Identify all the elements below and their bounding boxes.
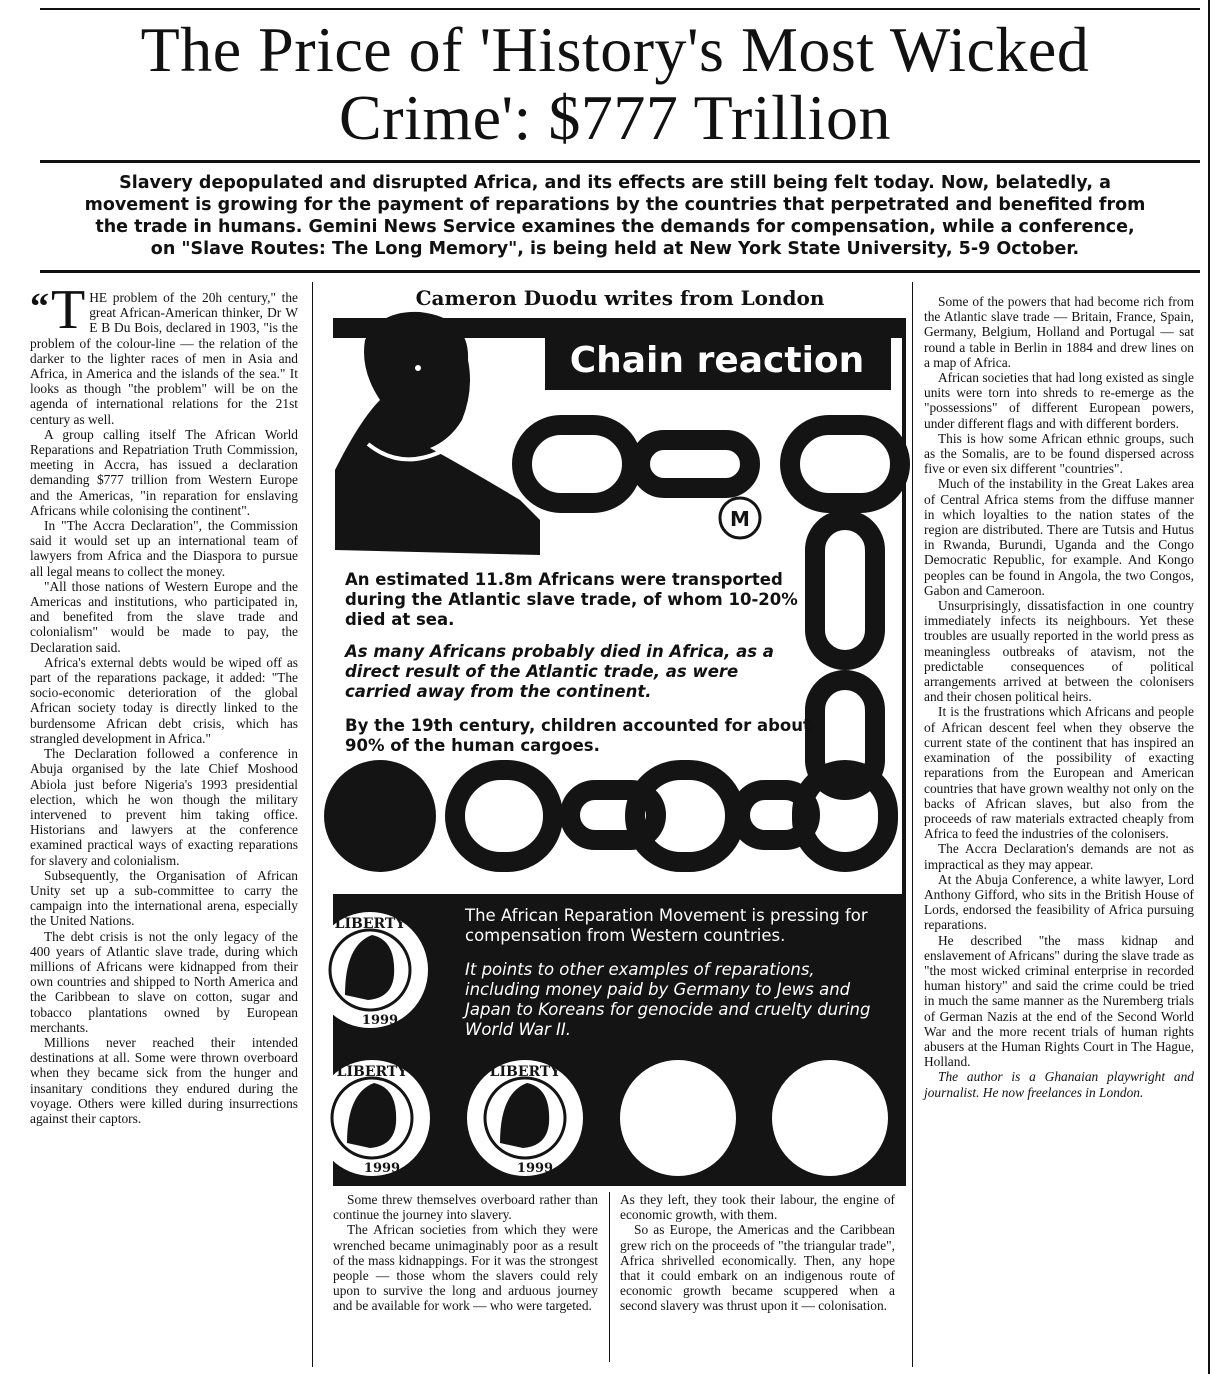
middle-column-b xyxy=(620,1192,895,1314)
paragraph: Millions never reached their intended destinations at all. Some were thrown overboard when they became sick from the hunger and insanitary conditions they endured during the voyage. Others were killed during insurrections against their captors. xyxy=(30,1034,298,1126)
coin-year: 1999 xyxy=(361,1013,399,1028)
graphic-fact-4: The African Reparation Movement is pressing for compensation from Western countries. xyxy=(465,906,868,945)
coin-liberty-2 xyxy=(314,1060,430,1176)
opening-quote: “ xyxy=(30,286,49,328)
dek-line: on "Slave Routes: The Long Memory", is being held at New York State University, 5-9 October. xyxy=(150,239,1080,259)
right-column xyxy=(924,294,1194,1100)
paragraph: Subsequently, the Organisation of African Unity set up a sub-committee to carry the campaign into the international arena, especially the United Nations. xyxy=(30,867,298,929)
chain-end-disc xyxy=(324,760,436,872)
paragraph: The African societies from which they were wrenched became unimaginably poor as a result of the mass kidnappings. For it was the strongest people — those whom the slavers could rely upon to survive the long and arduous journey and be available for work — who were targeted. xyxy=(333,1222,598,1314)
paragraph: Some threw themselves overboard rather than continue the journey into slavery. xyxy=(333,1192,598,1223)
paragraph: Unsurprisingly, dissatisfaction in one country immediately infects its neighbours. Yet these troubles are usually reported in the world press as meaningless outbreaks of atavism, not the predictable consequences of political arrangements arrived at between the colonisers and their chosen political heirs. xyxy=(924,598,1194,705)
blank-coin xyxy=(772,1060,888,1176)
paragraph: The Declaration followed a conference in Abuja organised by the late Chief Moshood Abiola just before Nigeria's 1993 presidential election, which he won though the military intervened to prevent him taking office. Historians and lawyers at the conference examined practical ways of exacting reparations for slavery and colonialism. xyxy=(30,746,298,868)
column-rule xyxy=(312,282,313,1367)
coin-year: 1999 xyxy=(363,1161,401,1176)
coin-word: LIBERTY xyxy=(336,1064,408,1080)
paragraph: Some of the powers that had become rich from the Atlantic slave trade — Britain, France, Spain, Germany, Belgium, Holland and Portugal — sat round a table in Berlin in 1884 and drew lines on a map of Africa. xyxy=(924,294,1194,370)
coin-year: 1999 xyxy=(516,1161,554,1176)
graphic-fact-1: An estimated 11.8m Africans were transported during the Atlantic slave trade, of whom 10-20% died at sea. xyxy=(345,570,798,629)
coin-liberty-3 xyxy=(467,1060,583,1176)
paragraph: Much of the instability in the Great Lakes area of Central Africa stems from the diffuse manner in which loyalties to the nation states of the region are distributed. There are Tutsis and Hutus in Rwanda, Burundi, Uganda and the Congo Democratic Republic, for example. And Kongo peoples can be found in Angola, the two Congos, Gabon and Cameroon. xyxy=(924,476,1194,598)
paragraph: The Accra Declaration's demands are not as impractical as they may appear. xyxy=(924,841,1194,872)
paragraph: He described "the mass kidnap and enslavement of Africans" during the slave trade as "the most wicked criminal enterprise in recorded human history" and said the crime could be tried in much the same manner as the Nuremberg trials of German Nazis at the end of the Second World War and the more recent trials of human rights abusers at the Human Rights Court in The Hague, Holland. xyxy=(924,932,1194,1070)
graphic-fact-5: It points to other examples of reparations, including money paid by Germany to Jews and Japan to Koreans for genocide and cruelty during World War II. xyxy=(465,960,871,1039)
slave-figure-illustration xyxy=(333,312,540,560)
paragraph: Africa's external debts would be wiped off as part of the reparations package, it added: "The socio-economic deterioration of the global African society today is directly linked to the burdensome African debt crisis, which has strangled development in Africa." xyxy=(30,654,298,746)
graphic-fact-3: By the 19th century, children accounted for about 90% of the human cargoes. xyxy=(345,716,811,755)
coin-word: LIBERTY xyxy=(489,1064,561,1080)
paragraph: A group calling itself The African World Reparations and Repatriation Truth Commission, meeting in Accra, has issued a declaration demanding $777 trillion from Western Europe and the Americas, "in reparation for enslaving Africans while colonising the continent". xyxy=(30,426,298,518)
paragraph: In "The Accra Declaration", the Commission said it would set up an international team of lawyers from Africa and the Diaspora to pursue all legal means to collect the money. xyxy=(30,518,298,579)
blank-coin xyxy=(620,1060,736,1176)
paragraph: African societies that had long existed as single units were torn into shreds to re-emerge as the "possessions" of different European powers, under different flags and with different borders. xyxy=(924,370,1194,431)
logo-letter: M xyxy=(730,507,750,531)
headline-line-1: The Price of 'History's Most Wicked xyxy=(140,14,1090,85)
mi-logo xyxy=(720,498,760,538)
paragraph: At the Abuja Conference, a white lawyer, Lord Anthony Gifford, who sits in the British House of Lords, endorsed the feasibility of Africa pursuing reparations. xyxy=(924,871,1194,933)
paragraph: As they left, they took their labour, the engine of economic growth, with them. xyxy=(620,1192,895,1223)
paragraph: The debt crisis is not the only legacy of the 400 years of Atlantic slave trade, during which millions of Africans were kidnapped from their own countries and shipped to North America and the Caribbean to slave on cotton, sugar and tobacco plantations owned by European merchants. xyxy=(30,928,298,1035)
drop-cap: T xyxy=(51,279,86,341)
headline-line-2: Crime': $777 Trillion xyxy=(339,82,891,153)
paragraph: It is the frustrations which Africans and people of African descent feel when they observe the current state of the continent that has inspired an examination of the possibility of exacting reparations from the European and American countries that have grown wealthy not only on the backs of African slaves, but also from the proceeds of raw materials extracted cheaply from Africa to feed the industries of the colonisers. xyxy=(924,704,1194,842)
graphic-title: Chain reaction xyxy=(569,340,865,381)
paragraph: So as Europe, the Americas and the Caribbean grew rich on the proceeds of "the triangular trade", Africa shrivelled economically. Then, any hope that it could embark on an indigenous route of economic growth became scuppered when a second slavery was thrust upon it — colonisation. xyxy=(620,1222,895,1314)
dek-line: the trade in humans. Gemini News Service examines the demands for compensation, while a conference, xyxy=(95,217,1135,237)
graphic-fact-2: As many Africans probably died in Africa, as a direct result of the Atlantic trade, as were carried away from the continent. xyxy=(345,642,774,701)
paragraph: This is how some African ethnic groups, such as the Somalis, are to be found dispersed across five or even six different "countries". xyxy=(924,430,1194,477)
dek-line: movement is growing for the payment of reparations by the countries that perpetrated and benefited from xyxy=(84,195,1146,215)
column-rule xyxy=(912,282,913,1367)
coin-word: LIBERTY xyxy=(334,916,406,932)
byline: Cameron Duodu writes from London xyxy=(415,286,825,310)
middle-column-a xyxy=(333,1192,598,1314)
column-rule xyxy=(609,1192,610,1362)
author-signoff: The author is a Ghanaian playwright and journalist. He now freelances in London. xyxy=(924,1069,1194,1100)
dek-line: Slavery depopulated and disrupted Africa, and its effects are still being felt today. Now, belatedly, a xyxy=(119,173,1111,193)
coin-liberty-1 xyxy=(312,912,428,1028)
paragraph: "All those nations of Western Europe and the Americas and institutions, who participated in, and benefited from the slave trade and colonialism" would be made to pay, the Declaration said. xyxy=(30,578,298,655)
paragraph-text: HE problem of the 20h century," the great African-American thinker, Dr W E B Du Bois, declared in 1903, "is the problem of the colour-line — the relation of the darker to the lighter races of men in Asia and Africa, in America and the islands of the sea." It looks as though "the problem" will be on the agenda of international relations for the 21st century as well. xyxy=(30,290,298,427)
